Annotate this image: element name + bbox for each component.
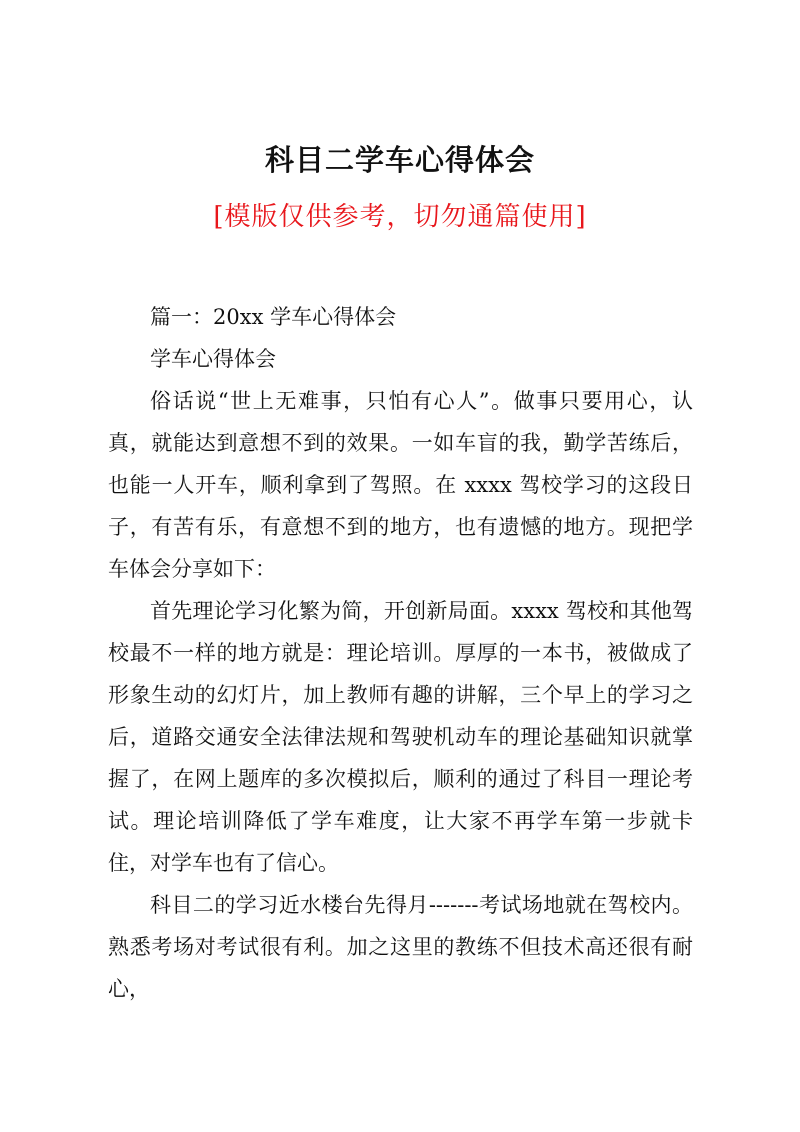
document-body [108, 296, 693, 1010]
template-notice: [模版仅供参考，切勿通篇使用] [213, 202, 587, 232]
document-title: 科目二学车心得体会 [264, 143, 535, 177]
paragraph-theory: 首先理论学习化繁为简，开创新局面。xxxx 驾校和其他驾校最不一样的地方就是：理论培训。厚厚的一本书，被做成了形象生动的幻灯片，加上教师有趣的讲解，三个早上的学习之后，道路交通安全法律法规和驾驶机动车的理论基础知识就掌握了，在网上题库的多次模拟后，顺利的通过了科目一理论考试。理论培训降低了学车难度，让大家不再学车第一步就卡住，对学车也有了信心。 [108, 599, 693, 875]
section-subheading: 学车心得体会 [150, 347, 276, 371]
paragraph-subject-two: 科目二的学习近水楼台先得月-------考试场地就在驾校内。熟悉考场对考试很有利。加之这里的教练不但技术高还很有耐心， [108, 893, 693, 1001]
section-heading: 篇一：20xx 学车心得体会 [150, 305, 397, 329]
paragraph-intro: 俗话说“世上无难事，只怕有心人”。做事只要用心，认真，就能达到意想不到的效果。一如车盲的我，勤学苦练后，也能一人开车，顺利拿到了驾照。在 xxxx 驾校学习的这段日子，有苦有乐，有意想不到的地方，也有遗憾的地方。现把学车体会分享如下： [108, 389, 693, 581]
